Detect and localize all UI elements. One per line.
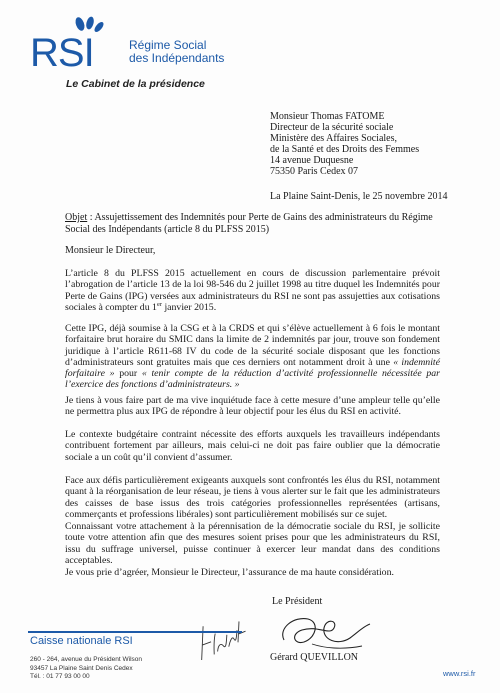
logo-letters: RSI bbox=[30, 31, 94, 74]
cabinet-heading: Le Cabinet de la présidence bbox=[66, 78, 205, 90]
handwritten-note bbox=[192, 612, 252, 660]
recipient-line: 14 avenue Duquesne bbox=[270, 155, 354, 166]
footer-address-line: 93457 La Plaine Saint Denis Cedex bbox=[30, 664, 133, 672]
logo-org-line1: Régime Social bbox=[129, 38, 207, 52]
recipient-line: Monsieur Thomas FATOME bbox=[270, 111, 385, 122]
rsi-logo bbox=[30, 16, 240, 74]
footer-website[interactable]: www.rsi.fr bbox=[443, 669, 476, 678]
footer-address-line: 260 - 264, avenue du Président Wilson bbox=[30, 656, 143, 663]
recipient-line: Ministère des Affaires Sociales, bbox=[270, 133, 398, 144]
footer-address-line: Tél. : 01 77 93 00 00 bbox=[30, 673, 90, 680]
footer-address bbox=[30, 656, 142, 682]
recipient-line: 75350 Paris Cedex 07 bbox=[270, 166, 359, 177]
recipient-line: Directeur de la sécurité sociale bbox=[270, 122, 394, 133]
paragraph-2-quote-1: « indemnité forfaitaire » bbox=[65, 356, 440, 380]
paragraph-7: Je vous prie d’agréer, Monsieur le Directeur, l’assurance de ma haute considération. bbox=[65, 567, 394, 578]
paragraph-2 bbox=[65, 323, 440, 391]
salutation: Monsieur le Directeur, bbox=[65, 245, 156, 256]
logo-org-line2: des Indépendants bbox=[129, 51, 225, 65]
letter-date: La Plaine Saint-Denis, le 25 novembre 2014 bbox=[270, 191, 448, 202]
rsi-logo-icon bbox=[30, 16, 130, 74]
footer-divider bbox=[28, 631, 242, 633]
signatory-title: Le Président bbox=[272, 596, 323, 607]
signatory-name: Gérard QUEVILLON bbox=[270, 652, 359, 663]
paragraph-2-text: Cette IPG, déjà soumise à la CSG et à la CRDS et qui s’élève actuellement à 6 fois le montant forfaitaire brut horaire du SMIC dans la limite de 2 indemnités par jour, trouve son fondement juridique à l’article R611-68 IV du code de la sécurité sociale disposant que les fonctions d’administrateurs sont gratuites mais que ces derniers ont notamment droit à une bbox=[65, 323, 440, 368]
paragraph-2-middle: pour bbox=[114, 368, 142, 380]
paragraph-4: Le contexte budgétaire contraint nécessite des efforts auxquels les travailleurs indépendants contribuent fortement par ailleurs, mais celui-ci ne doit pas faire oublier que la démocratie sociale a un coût qu’il convient d’assumer. bbox=[65, 429, 440, 463]
paragraph-5: Face aux défis particulièrement exigeants auxquels sont confrontés les élus du RSI, notamment quant à la réorganisation de leur réseau, je tiens à vous alerter sur le fait que les administrateurs des caisses de base issus des trois catégories professionnelles représentées (artisans, commerçants et professions libérales) sont particulièrement mobilisés sur ce sujet. bbox=[65, 475, 440, 520]
subject-line bbox=[65, 212, 440, 235]
logo-org-name bbox=[129, 39, 224, 65]
paragraph-1-text: L’article 8 du PLFSS 2015 actuellement en cours de discussion parlementaire prévoit l’abrogation de l’article 13 de la loi 98-546 du 2 juillet 1998 au titre duquel les Indemnités pour Perte de Gains (IPG) versées aux administrateurs du RSI ne sont pas assujetties aux cotisations sociales à compter du 1 bbox=[65, 268, 440, 313]
paragraph-3: Je tiens à vous faire part de ma vive inquiétude face à cette mesure d’une ampleur telle qu’elle ne permettra plus aux IPG de répondre à leur objectif pour les élus du RSI en activité. bbox=[65, 395, 440, 418]
paragraph-1 bbox=[65, 268, 440, 313]
paragraph-1-superscript: er bbox=[156, 300, 163, 308]
paragraph-1-end: janvier 2015. bbox=[162, 301, 217, 313]
paragraph-6: Connaissant votre attachement à la pérennisation de la démocratie sociale du RSI, je sollicite toute votre attention afin que des mesures soient prises pour que les administrateurs du RSI, issu du suffrage universel, puisse continuer à exercer leur mandat dans des conditions acceptables. bbox=[65, 521, 440, 566]
paragraph-2-quote-2: « tenir compte de la réduction d’activité professionnelle nécessitée par l’exercice des fonctions d’administrateurs. » bbox=[65, 368, 440, 391]
signature-scribble bbox=[272, 610, 377, 655]
recipient-address bbox=[270, 111, 419, 177]
recipient-line: de la Santé et des Droits des Femmes bbox=[270, 144, 420, 155]
subject-text: : Assujettissement des Indemnités pour Perte de Gains des administrateurs du Régime Social des Indépendants (article 8 du PLFSS 2015) bbox=[65, 212, 433, 235]
footer-title: Caisse nationale RSI bbox=[30, 635, 133, 647]
subject-label: Objet bbox=[65, 212, 88, 223]
